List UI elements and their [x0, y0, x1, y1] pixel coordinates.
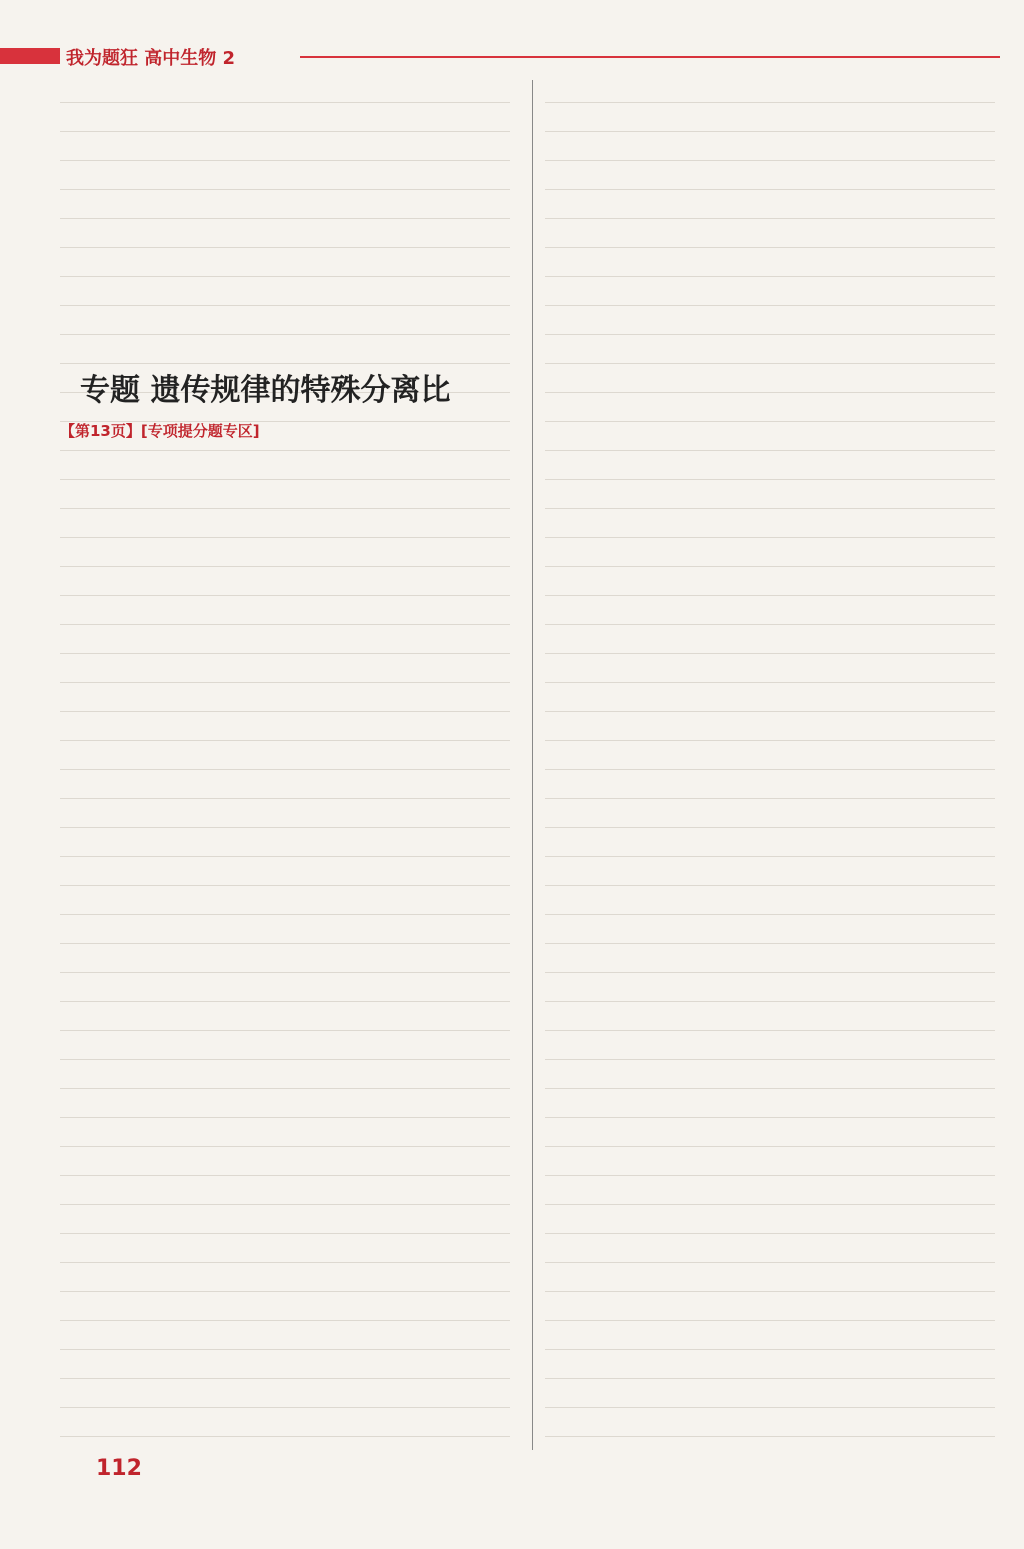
answer-text-placeholder — [545, 80, 995, 1450]
left-column — [60, 80, 510, 1450]
page-number: 112 — [96, 1456, 142, 1481]
column-divider — [532, 80, 533, 1450]
answer-text-placeholder — [60, 80, 510, 1450]
header-title: 我为题狂 高中生物 2 — [66, 48, 236, 69]
header-rule — [300, 56, 1000, 58]
header-accent-bar — [0, 48, 60, 64]
section-heading: 专题 遗传规律的特殊分离比 — [80, 373, 451, 408]
section-tag: 【第13页】[专项提分题专区] — [60, 422, 260, 440]
page-header — [0, 40, 1024, 74]
right-column — [545, 80, 995, 1450]
